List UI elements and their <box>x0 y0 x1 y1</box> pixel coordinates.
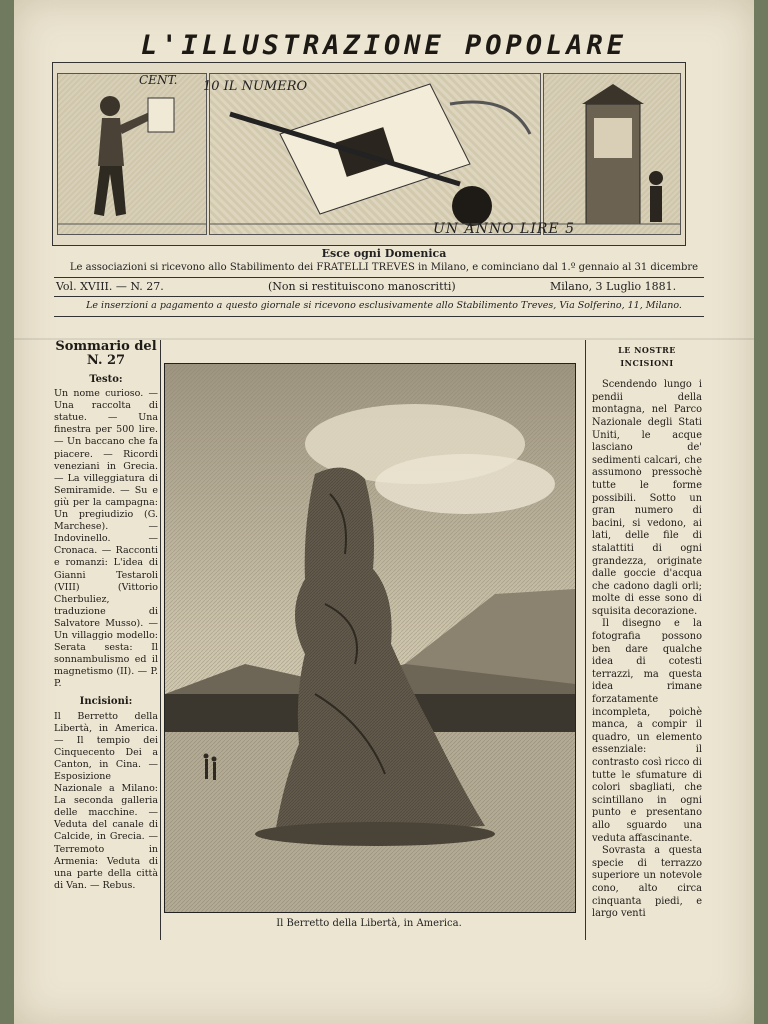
kiosk-panel <box>543 73 681 235</box>
article-paragraph-2: Il disegno e la fotografia possono ben dare qualche idea di cotesti terrazzi, ma questa idea rimane forzatamente incompleta, poichè manca, a compir il quadro, un elemento essenziale: il contrasto così ricco di tutte le sfumature di colori sbagliati, che scintillano in ogni punto e presentano allo sguardo una veduta affascinante. <box>592 618 702 844</box>
incisioni-contents: Il Berretto della Libertà, in America. — Il tempio dei Cinquecento Dei a Canton, in Cina. — Esposizione Nazionale a Milano: La seconda galleria delle macchine. — Veduta del canale di Calcide, in Grecia. — Terremoto in Armenia: Veduta di una parte della città di Van. — Rebus. <box>54 710 158 891</box>
newsboy-panel <box>57 73 207 235</box>
incisioni-heading: Incisioni: <box>79 696 133 708</box>
manuscript-notice: (Non si restituiscono manoscritti) <box>268 280 456 293</box>
testo-contents: Un nome curioso. — Una raccolta di statue. — Una finestra per 500 lire. — Un baccano che fa piacere. — Ricordi veneziani in Grecia. — La villeggiatura di Semiramide. — Su e giù per la campagna: Un pregiudizio (G. Marchese). — Indovinello. — Cronaca. — Racconti e romanzi: L'idea di Gianni Testaroli (VIII) (Vittorio Cherbuliez, traduzione di Salvatore Musso). — Un villaggio modello: Serata sesta: Il sonnambulismo ed il magnetismo (II). — P. P. <box>54 388 158 690</box>
banner-sign-left: CENT. <box>139 73 178 87</box>
newspaper-still-life-panel <box>209 73 541 235</box>
header-rule-bottom <box>54 316 704 317</box>
banner-sign-right: UN ANNO LIRE 5 <box>433 221 575 237</box>
masthead-title: L'ILLUSTRAZIONE POPOLARE <box>140 30 628 61</box>
newsboy-figure <box>58 74 206 234</box>
publication-frequency: Esce ogni Domenica <box>321 247 447 260</box>
advertising-notice: Le inserzioni a pagamento a questo giornale si ricevono esclusivamente allo Stabilimento Treves, Via Solferino, 11, Milano. <box>86 300 682 311</box>
masthead-banner-illustration <box>52 62 686 246</box>
main-engraving <box>164 363 576 913</box>
subscription-notice: Le associazioni si ricevono allo Stabilimento dei FRATELLI TREVES in Milano, e cominciano dal 1.º gennaio al 31 dicembre <box>69 262 699 273</box>
issue-date: Milano, 3 Luglio 1881. <box>550 280 677 293</box>
newspaper-page <box>14 0 754 1024</box>
column-divider-left <box>160 340 161 940</box>
header-rule-middle <box>54 296 704 297</box>
article-paragraph-1: Scendendo lungo i pendii della montagna, nel Parco Nazionale degli Stati Uniti, le acque lasciano de' sedimenti calcari, che assumono pressochè tutte le forme possibili. Sotto un gran numero di bacini, si vedono, ai lati, delle file di stalattiti di ogni grandezza, originate dalle goccie d'acqua che cadono dagli orli; molte di esse sono di squisita decorazione. <box>592 379 702 617</box>
article-paragraph-3: Sovrasta a questa specie di terrazzo superiore un notevole cono, alto circa cinquanta piedi, e largo venti <box>592 845 702 920</box>
liberty-cap-rock-engraving <box>165 364 575 912</box>
testo-heading: Testo: <box>89 374 123 385</box>
kiosk-figure <box>544 74 680 234</box>
sommario-title: Sommario del N. 27 <box>55 339 157 368</box>
sommario-column <box>54 340 158 892</box>
nostre-incisioni-heading: LE NOSTRE INCISIONI <box>618 345 676 368</box>
column-divider-right <box>585 340 586 940</box>
header-rule-top <box>54 277 704 278</box>
nostre-incisioni-column <box>592 344 702 921</box>
banner-sign-middle: 10 IL NUMERO <box>203 79 308 94</box>
volume-number: Vol. XVIII. — N. 27. <box>56 280 164 293</box>
newspaper-still-life <box>210 74 540 234</box>
engraving-caption: Il Berretto della Libertà, in America. <box>276 918 462 929</box>
